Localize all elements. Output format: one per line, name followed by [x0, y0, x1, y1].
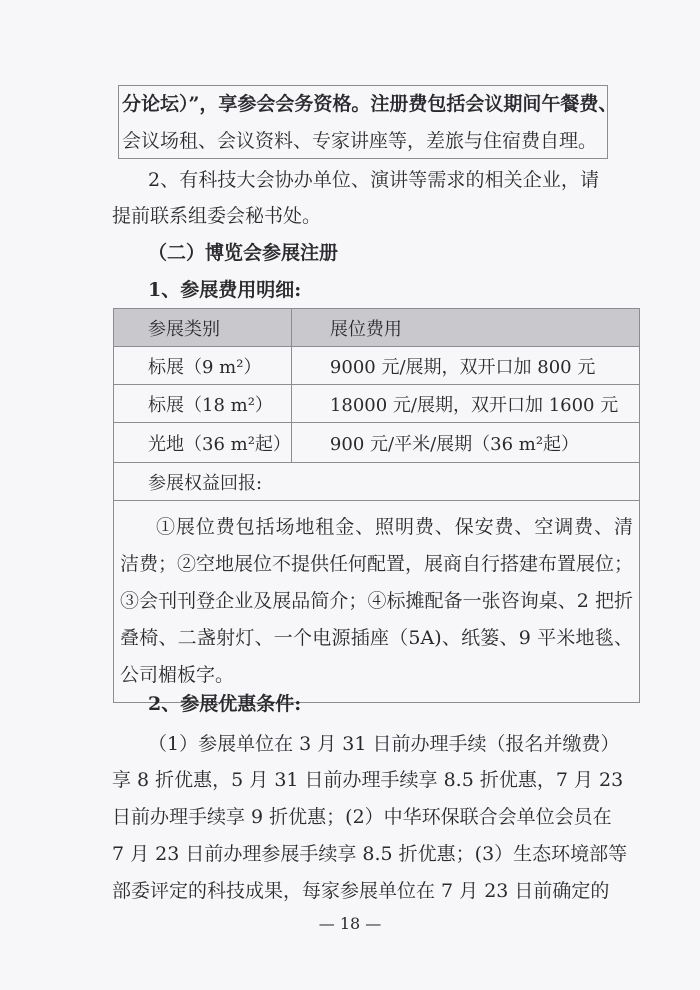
fee-cell: 900 元/平米/展期（36 m²起）	[291, 423, 639, 463]
benefits-row	[114, 501, 640, 703]
benefits-label-row	[114, 463, 640, 501]
benefits-line: 公司楣板字。	[120, 664, 235, 686]
category-cell: 标展（9 m²）	[114, 347, 292, 385]
benefits-line: ③会刊刊登企业及展品简介；④标摊配备一张咨询桌、2 把折	[120, 590, 634, 612]
fee-cell: 9000 元/展期，双开口加 800 元	[291, 347, 639, 385]
paragraph-line: 享 8 折优惠，5 月 31 日前办理手续享 8.5 折优惠，7 月 23	[112, 769, 624, 791]
benefits-line: 叠椅、二盏射灯、一个电源插座（5A)、纸篓、9 平米地毯、	[120, 627, 634, 649]
paragraph-line: 提前联系组委会秘书处。	[112, 205, 322, 227]
category-cell: 标展（18 m²）	[114, 385, 292, 423]
table-row	[114, 347, 640, 385]
paragraph-line: 部委评定的科技成果，每家参展单位在 7 月 23 日前确定的	[112, 880, 610, 902]
fee-cell: 18000 元/展期，双开口加 1600 元	[291, 385, 639, 423]
paragraph-line: 日前办理手续享 9 折优惠；(2）中华环保联合会单位会员在	[112, 806, 612, 828]
table-row	[114, 385, 640, 423]
paragraph-line: （1）参展单位在 3 月 31 日前办理手续（报名并缴费）	[148, 733, 620, 755]
boxed-line: 分论坛）”，享参会会务资格。注册费包括会议期间午餐费、	[122, 93, 618, 115]
subsection-heading: 2、参展优惠条件:	[148, 693, 302, 715]
benefits-line: ①展位费包括场地租金、照明费、保安费、空调费、清	[156, 516, 634, 538]
page-number: — 18 —	[318, 914, 382, 933]
benefits-cell	[114, 501, 640, 703]
table-header-row	[114, 309, 640, 347]
paragraph-line: 7 月 23 日前办理参展手续享 8.5 折优惠；(3）生态环境部等	[112, 843, 628, 865]
fee-table	[113, 308, 640, 703]
section-heading: （二）博览会参展注册	[148, 242, 339, 264]
header-cell: 参展类别	[114, 309, 292, 347]
paragraph-line: 2、有科技大会协办单位、演讲等需求的相关企业，请	[148, 169, 599, 191]
category-cell: 光地（36 m²起）	[114, 423, 292, 463]
benefits-label: 参展权益回报:	[114, 463, 640, 501]
subsection-heading: 1、参展费用明细:	[148, 279, 302, 301]
benefits-line: 洁费；②空地展位不提供任何配置，展商自行搭建布置展位；	[120, 553, 634, 575]
header-cell: 展位费用	[291, 309, 639, 347]
table-row	[114, 423, 640, 463]
boxed-line: 会议场租、会议资料、专家讲座等，差旅与住宿费自理。	[122, 130, 598, 152]
